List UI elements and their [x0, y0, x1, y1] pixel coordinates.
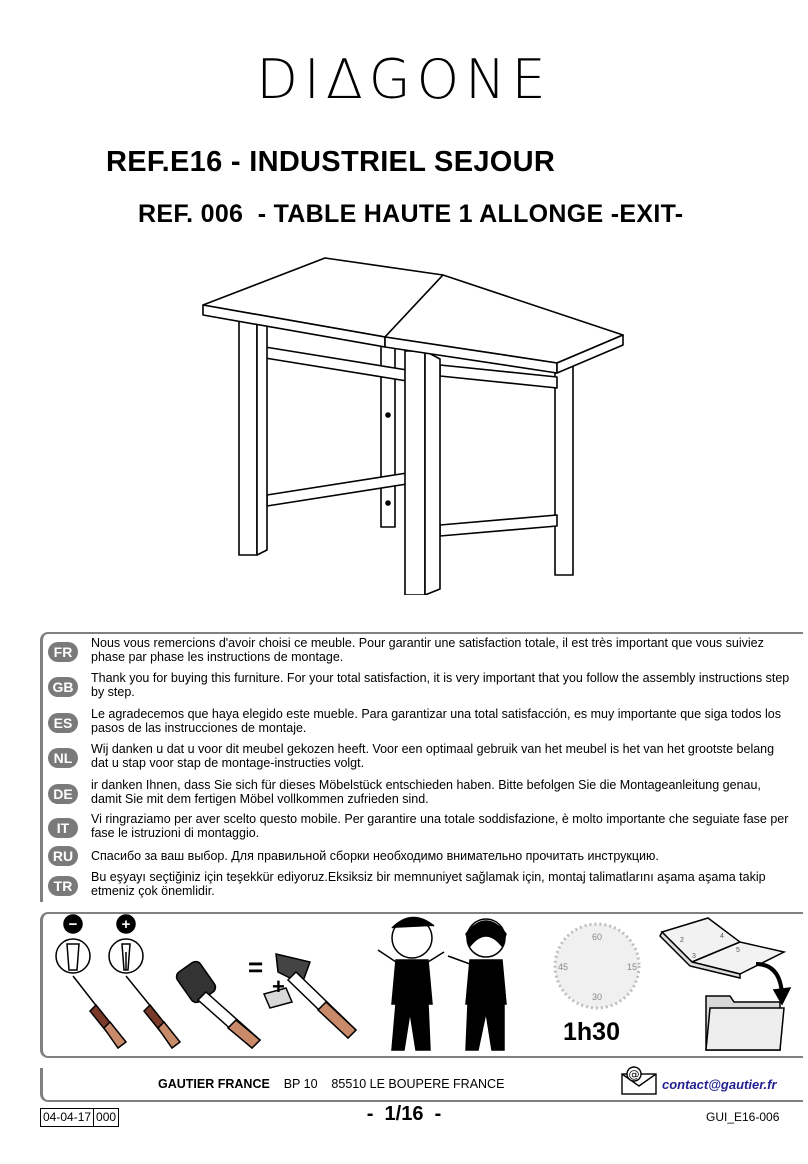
lang-text: Wij danken u dat u voor dit meubel gekozen heeft. Voor een optimaal gebruik van het meubel is het van het grootste belang dat u stap voor stap de montage-instructies volgt.	[91, 742, 775, 770]
lang-badge: NL	[48, 748, 78, 768]
clock-icon	[555, 924, 639, 1008]
front-leg-left	[239, 317, 257, 555]
lang-text: Thank you for buying this furniture. For your total satisfaction, it is very important that you follow the assembly instructions step by step.	[91, 671, 790, 699]
product-title: REF. 006 - TABLE HAUTE 1 ALLONGE -EXIT-	[138, 200, 684, 228]
minus-sign: −	[68, 916, 78, 933]
plus-sign: +	[121, 916, 131, 933]
company-info	[158, 1077, 504, 1091]
lang-text: ir danken Ihnen, dass Sie sich für dieses Möbelstück entschieden haben. Bitte befolgen Sie die Montageanleitung genau, damit Sie mit dem fertigen Möbel vollkommen zufrieden sind.	[91, 778, 761, 806]
version-number: 000	[93, 1109, 118, 1126]
print-date: 04-04-17	[43, 1110, 92, 1124]
contact-email-link[interactable]: contact@gautier.fr	[662, 1077, 777, 1092]
booklet-page: 5	[736, 947, 740, 954]
lang-text: Le agradecemos que haya elegido este mueble. Para garantizar una total satisfacción, es muy importante que siga todos los pasos de las instrucciones de montaje.	[91, 707, 781, 735]
svg-text:@: @	[628, 1068, 640, 1081]
hammer-plus-sign: +	[272, 974, 285, 999]
lang-text: Спасибо за ваш выбор. Для правильной сборки необходимо внимательно прочитать инструкцию.	[91, 849, 659, 863]
lang-badge: GB	[48, 677, 78, 697]
phillips-screwdriver-icon	[109, 915, 180, 1048]
company-address: BP 10 85510 LE BOUPERE FRANCE	[283, 1077, 505, 1091]
booklet-icon	[660, 918, 784, 978]
lang-badge: IT	[48, 818, 78, 838]
lang-text: Vi ringraziamo per aver scelto questo mobile. Per garantire una totale soddisfazione, è molto importante che seguiate fase per fase le istruzioni di montaggio.	[91, 812, 789, 840]
equals-sign: =	[248, 952, 264, 982]
booklet-page: 4	[720, 933, 724, 940]
lang-badge: ES	[48, 713, 78, 733]
document-reference: GUI_E16-006	[706, 1110, 780, 1124]
folder-icon	[706, 996, 784, 1050]
booklet-page: 2	[680, 937, 684, 944]
company-name: GAUTIER FRANCE	[158, 1077, 270, 1091]
flat-screwdriver-icon	[56, 915, 126, 1048]
brand-logo: DIΔGONE	[256, 48, 552, 111]
booklet-page: 3	[692, 953, 696, 960]
clock-mark-45: 45	[557, 962, 569, 972]
lang-text: Bu eşyayı seçtiğiniz için teşekkür ediyoruz.Eksiksiz bir memnuniyet sağlamak için, montaj talimatlarını aşama aşama takip etmeniz çok önemlidir.	[91, 870, 766, 898]
lang-badge: DE	[48, 784, 78, 804]
email-icon	[620, 1066, 660, 1096]
clock-mark-30: 30	[591, 992, 603, 1002]
bottom-rail-right	[440, 515, 557, 536]
lang-badge: FR	[48, 642, 78, 662]
lang-badge: RU	[48, 846, 78, 866]
lang-badge: TR	[48, 876, 78, 896]
front-leg-middle	[405, 351, 425, 595]
table-illustration	[195, 255, 625, 595]
ref-title: REF.E16 - INDUSTRIEL SEJOUR	[106, 146, 556, 178]
clock-mark-15: 15	[626, 962, 638, 972]
worker-man-icon	[378, 917, 444, 1050]
lang-text: Nous vous remercions d'avoir choisi ce meuble. Pour garantir une satisfaction totale, il est très important que vous suiviez phase par phase les instructions de montage.	[91, 636, 764, 664]
assembly-time: 1h30	[563, 1018, 620, 1046]
tools-illustrations	[40, 912, 800, 1054]
worker-woman-icon	[448, 919, 506, 1050]
clock-mark-60: 60	[591, 932, 603, 942]
page-number: - 1/16 -	[366, 1103, 442, 1125]
